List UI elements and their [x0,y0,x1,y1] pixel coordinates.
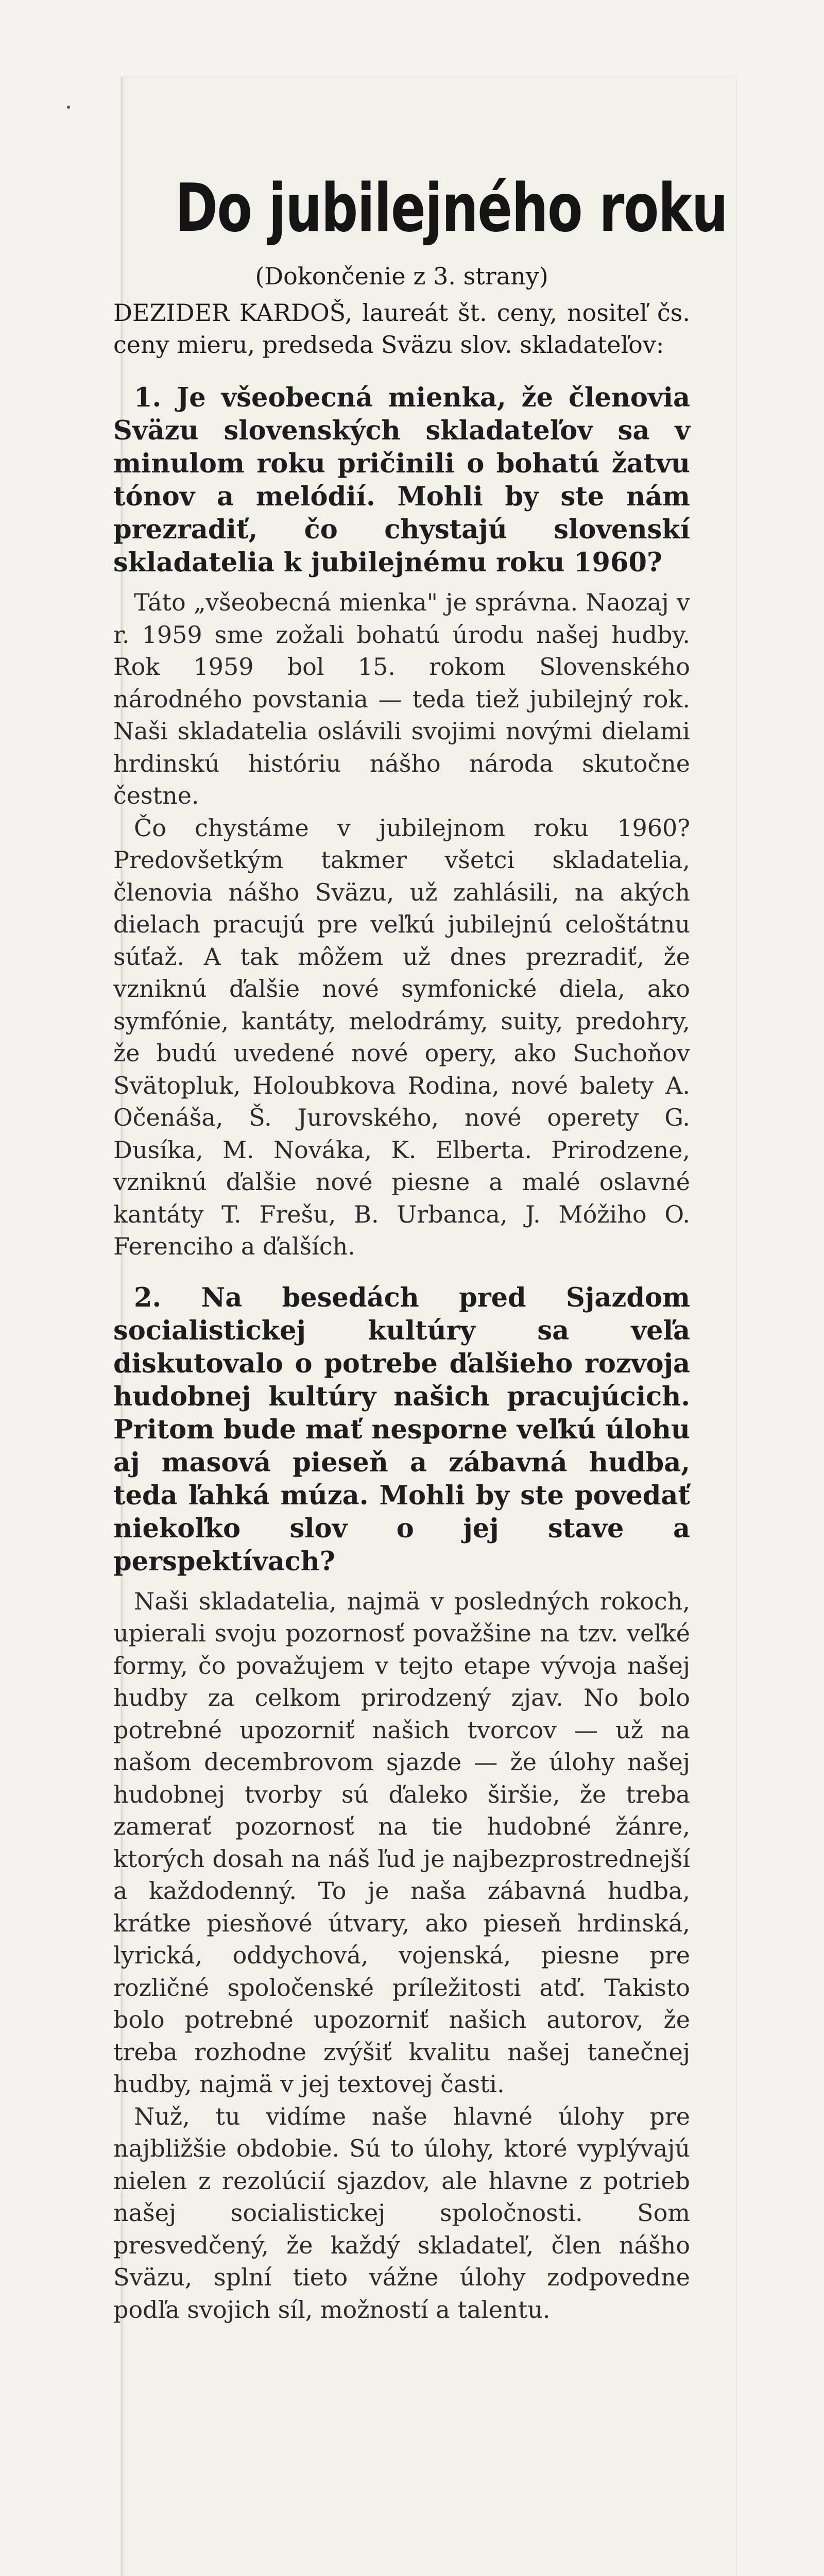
answer-2-paragraph-1: Naši skladatelia, najmä v posledných rokoch, upierali svoju pozornosť považšine na tzv. veľké formy, čo považujem v tejto etape vývoja našej hudby za celkom prirodzený zjav. No bolo potrebné upozorniť našich tvorcov — už na našom decembrovom sjazde — že úlohy našej hudobnej tvorby sú ďaleko širšie, že treba zamerať pozornosť na tie hudobné žánre, ktorých dosah na náš ľud je najbezprostrednejší a každodenný. To je naša zábavná hudba, krátke piesňové útvary, ako pieseň hrdinská, lyrická, oddychová, vojenská, piesne pre rozličné spoločenské príležitosti atď. Takisto bolo potrebné upozorniť našich autorov, že treba rozhodne zvýšiť kvalitu našej tanečnej hudby, najmä v jej textovej časti. [113,1587,690,2098]
continuation-note: (Dokončenie z 3. strany) [255,262,548,290]
question-2: 2. Na besedách pred Sjazdom socialistickej kultúry sa veľa diskutovalo o potrebe ďalšieho rozvoja hudobnej kultúry našich pracujúcich. Pritom bude mať nesporne veľkú úlohu aj masová pieseň a zábavná hudba, teda ľahká múza. Mohli by ste povedať niekoľko slov o jej stave a perspektívach? [113,1282,690,1577]
headline: Do jubilejného roku [175,170,728,247]
answer-2 [62,1585,747,2326]
answer-2-paragraph-2: Nuž, tu vidíme naše hlavné úlohy pre najbližšie obdobie. Sú to úlohy, ktoré vyplývajú nielen z rezolúcií sjazdov, ale hlavne z potrieb našej socialistickej spoločnosti. Som presvedčený, že každý skladateľ, člen nášho Sväzu, splní tieto vážne úlohy zodpovedne podľa svojich síl, možností a talentu. [113,2102,690,2324]
article [62,170,747,2326]
section-1 [62,381,747,1263]
section-2 [62,1281,747,2326]
answer-1-paragraph-1: Táto „všeobecná mienka" je správna. Naozaj v r. 1959 sme zožali bohatú úrodu našej hudby. Rok 1959 bol 15. rokom Slovenského národného povstania — teda tiež jubilejný rok. Naši skladatelia oslávili svojimi novými dielami hrdinskú históriu nášho národa skutočne čestne. [113,588,690,809]
question-1: 1. Je všeobecná mienka, že členovia Sväzu slovenských skladateľov sa v minulom roku pričinili o bohatú žatvu tónov a melódií. Mohli by ste nám prezradiť, čo chystajú slovenskí skladatelia k jubilejnému roku 1960? [113,382,690,578]
answer-1-paragraph-2: Čo chystáme v jubilejnom roku 1960? Predovšetkým takmer všetci skladatelia, členovia nášho Sväzu, už zahlásili, na akých dielach pracujú pre veľkú jubilejnú celoštátnu súťaž. A tak môžem už dnes prezradiť, že vzniknú ďalšie nové symfonické diela, ako symfónie, kantáty, melodrámy, suity, predohry, že budú uvedené nové opery, ako Suchoňov Svätopluk, Holoubkova Rodina, nové balety A. Očenáša, Š. Jurovského, nové operety G. Dusíka, M. Nováka, K. Elberta. Prirodzene, vzniknú ďalšie nové piesne a malé oslavné kantáty T. Frešu, B. Urbanca, J. Móžiho O. Ferenciho a ďalších. [113,814,690,1260]
answer-1 [62,586,747,1263]
author-intro: DEZIDER KARDOŠ, laureát št. ceny, nositeľ čs. ceny mieru, predseda Sväzu slov. skladateľov: [113,299,690,359]
paper-speck [67,106,70,109]
